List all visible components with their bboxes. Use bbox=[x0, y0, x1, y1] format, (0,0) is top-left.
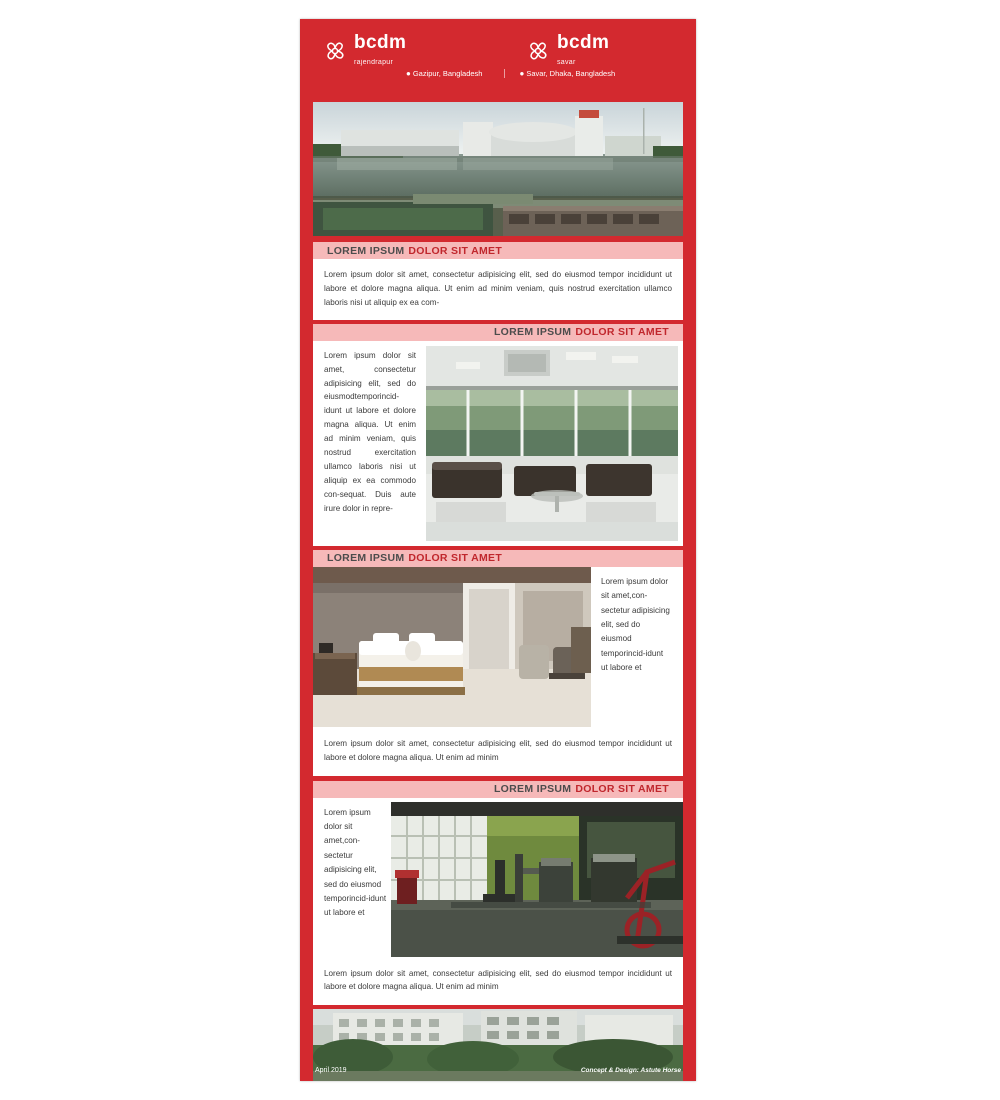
section-2-paragraph: Lorem ipsum dolor sit amet, consectetur adipisicing elit, sed do eiusmodtemporincid-idunt ut labore et dolore magna aliqua. Ut enim ad minim veniam, quis nostrud exercitation ullamco laboris nisi ut aliquip ex ea commodo con-sequat. Duis aute irure dolor in repre- bbox=[324, 350, 416, 513]
section-4-title-red: DOLOR SIT AMET bbox=[575, 783, 669, 796]
section-3-text-column bbox=[591, 567, 683, 727]
brochure-header bbox=[300, 19, 696, 89]
section-4-photo bbox=[391, 802, 683, 957]
logo-rajendrapur bbox=[322, 33, 406, 68]
footer-credit: Concept & Design: Astute Horse bbox=[580, 1066, 681, 1074]
map-pin-icon: ● bbox=[406, 68, 411, 78]
section-2-text-column bbox=[313, 341, 426, 546]
location-label: Savar, Dhaka, Bangladesh bbox=[526, 69, 616, 78]
section-3-side-paragraph: Lorem ipsum dolor sit amet,con-sectetur adipisicing elit, sed do eiusmod temporincid-idunt ut labore et bbox=[601, 576, 670, 673]
section-4-title-bar bbox=[313, 781, 683, 798]
logo-savar bbox=[525, 33, 609, 68]
section-4-side-paragraph: Lorem ipsum dolor sit amet,con-sectetur adipisicing elit, sed do eiusmod temporincid-idunt ut labore et bbox=[324, 807, 387, 918]
section-3-body bbox=[313, 567, 683, 776]
brochure-page bbox=[300, 19, 696, 1081]
location-gazipur bbox=[406, 69, 482, 78]
logo-savar-text bbox=[557, 33, 609, 68]
section-2-photo bbox=[426, 346, 678, 541]
section-4-photo-column bbox=[391, 798, 683, 957]
section-2-title-red: DOLOR SIT AMET bbox=[575, 326, 669, 339]
section-1-textbox bbox=[313, 259, 683, 320]
location-label: Gazipur, Bangladesh bbox=[412, 69, 483, 78]
brochure-footer bbox=[300, 1059, 696, 1081]
location-row bbox=[322, 69, 682, 78]
section-1-title-red: DOLOR SIT AMET bbox=[408, 244, 503, 257]
logo-rajendrapur-text bbox=[354, 33, 406, 68]
section-3-title-red: DOLOR SIT AMET bbox=[408, 552, 503, 565]
section-2-title-grey: LOREM IPSUM bbox=[493, 326, 572, 339]
section-4-body bbox=[313, 798, 683, 1006]
section-3-photo bbox=[313, 567, 591, 727]
section-4-text-column bbox=[313, 798, 391, 957]
section-4-title-grey: LOREM IPSUM bbox=[493, 783, 572, 796]
section-1-photo bbox=[313, 102, 683, 236]
spiral-flower-logo-icon bbox=[322, 38, 348, 64]
location-savar bbox=[504, 69, 615, 78]
section-1-paragraph: Lorem ipsum dolor sit amet, consectetur adipisicing elit, sed do eiusmod tempor incididunt ut labore et dolore magna aliqua. Ut enim ad minim veniam, quis nostrud exercitation ullamco laboris nisi ut aliquip ex ea com- bbox=[324, 270, 672, 307]
section-4-bottom-textbox bbox=[313, 957, 683, 1006]
logo-name: bcdm bbox=[354, 32, 407, 53]
section-2-body bbox=[313, 341, 683, 546]
spiral-flower-logo-icon bbox=[525, 38, 551, 64]
section-2-photo-column bbox=[426, 341, 683, 546]
section-3-title-bar bbox=[313, 550, 683, 567]
map-pin-icon: ● bbox=[519, 68, 525, 78]
section-2-title-bar bbox=[313, 324, 683, 341]
logo-sub: savar bbox=[557, 59, 576, 66]
logo-sub: rajendrapur bbox=[354, 59, 394, 66]
section-3-photo-column bbox=[313, 567, 591, 727]
section-1-title-bar bbox=[313, 242, 683, 259]
section-3-bottom-paragraph: Lorem ipsum dolor sit amet, consectetur adipisicing elit, sed do eiusmod tempor incididunt ut labore et dolore magna aliqua. Ut enim ad minim bbox=[324, 738, 672, 762]
logo-name: bcdm bbox=[557, 32, 610, 53]
section-4-bottom-paragraph: Lorem ipsum dolor sit amet, consectetur adipisicing elit, sed do eiusmod tempor incididunt ut labore et dolore magna aliqua. Ut enim ad minim bbox=[324, 968, 672, 992]
section-3-bottom-textbox bbox=[313, 727, 683, 776]
footer-date: April 2019 bbox=[315, 1066, 347, 1074]
section-3-title-grey: LOREM IPSUM bbox=[327, 552, 405, 565]
section-1-title-grey: LOREM IPSUM bbox=[327, 244, 405, 257]
